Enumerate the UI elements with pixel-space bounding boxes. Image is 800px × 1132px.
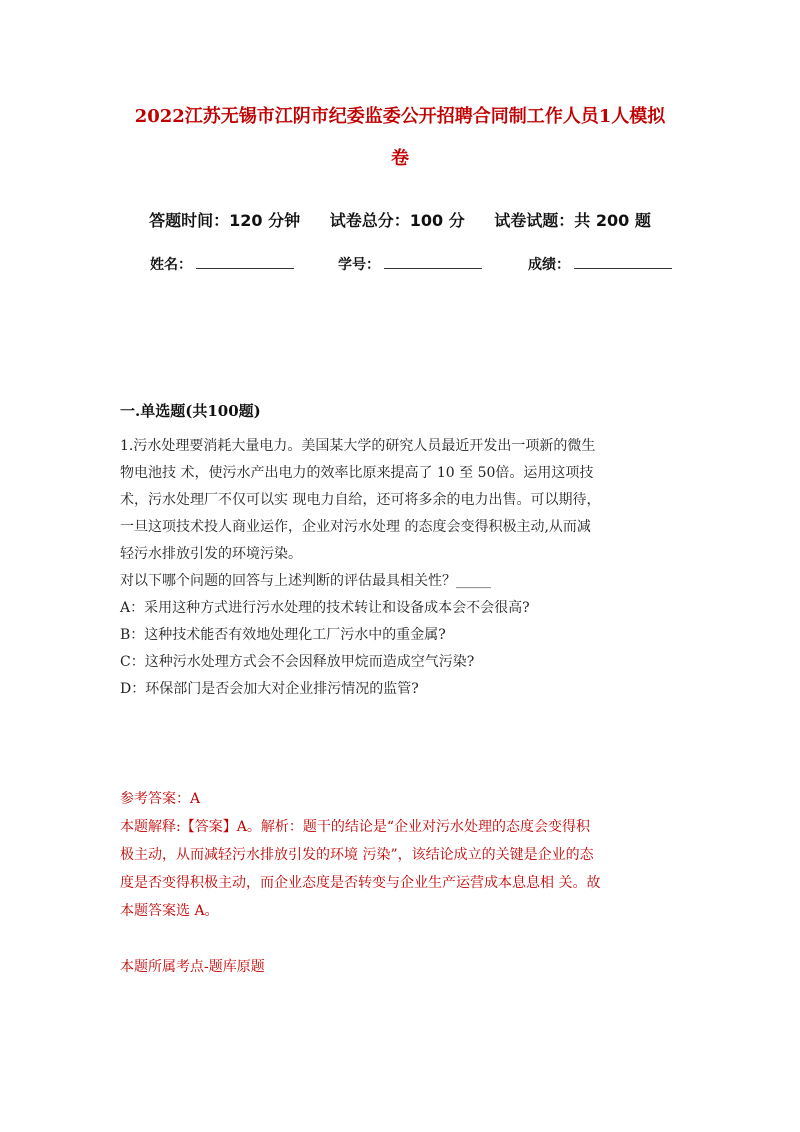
question-line: 物电池技 术，使污水产出电力的效率比原来提高了 10 至 50倍。运用这项技 <box>120 465 594 481</box>
option-a: A：采用这种方式进行污水处理的技术转让和设备成本会不会很高? <box>120 600 530 616</box>
question-line: 轻污水排放引发的环境污染。 <box>120 546 302 562</box>
score-label: 成绩： <box>528 257 570 273</box>
explanation-line: 本题解释:【答案】A。解析：题干的结论是“企业对污水处理的态度会变得积 <box>120 819 590 835</box>
score-blank[interactable] <box>574 254 672 269</box>
name-blank[interactable] <box>196 254 294 269</box>
section-heading: 一.单选题(共100题) <box>120 402 261 420</box>
question-block <box>120 433 680 703</box>
exam-total-score: 试卷总分：100 分 <box>329 211 465 230</box>
explanation-line: 本题答案选 A。 <box>120 903 219 919</box>
student-id-field <box>338 254 482 274</box>
document-title-continued: 卷 <box>391 148 409 169</box>
explanation-line: 极主动，从而减轻污水排放引发的环境 污染”，该结论成立的关键是企业的态 <box>120 847 594 863</box>
option-c: C：这种污水处理方式会不会因释放甲烷而造成空气污染? <box>120 654 475 670</box>
option-d: D：环保部门是否会加大对企业排污情况的监管? <box>120 681 419 697</box>
name-label: 姓名： <box>150 257 192 273</box>
student-id-label: 学号： <box>338 257 380 273</box>
spacer <box>120 925 680 953</box>
student-id-blank[interactable] <box>384 254 482 269</box>
score-field <box>528 254 672 274</box>
reference-answer: 参考答案：A <box>120 791 201 807</box>
answer-block <box>120 785 680 981</box>
question-line: 一旦这项技术投人商业运作，企业对污水处理 的态度会变得积极主动,从而减 <box>120 519 591 535</box>
document-title: 2022江苏无锡市江阴市纪委监委公开招聘合同制工作人员1人模拟 <box>134 106 666 127</box>
question-source: 本题所属考点-题库原题 <box>120 959 265 975</box>
question-prompt: 对以下哪个问题的回答与上述判断的评估最具相关性？_____ <box>120 573 491 589</box>
option-b: B：这种技术能否有效地处理化工厂污水中的重金属? <box>120 627 446 643</box>
exam-question-count: 试卷试题：共 200 题 <box>494 211 651 230</box>
question-line: 1.污水处理要消耗大量电力。美国某大学的研究人员最近开发出一项新的微生 <box>120 438 596 454</box>
question-line: 术，污水处理厂不仅可以实 现电力自给，还可将多余的电力出售。可以期待， <box>120 492 601 508</box>
exam-time: 答题时间：120 分钟 <box>149 211 301 230</box>
exam-meta-row <box>0 208 800 231</box>
name-field <box>150 254 294 274</box>
explanation-line: 度是否变得积极主动，而企业态度是否转变与企业生产运营成本息息相 关。故 <box>120 875 601 891</box>
